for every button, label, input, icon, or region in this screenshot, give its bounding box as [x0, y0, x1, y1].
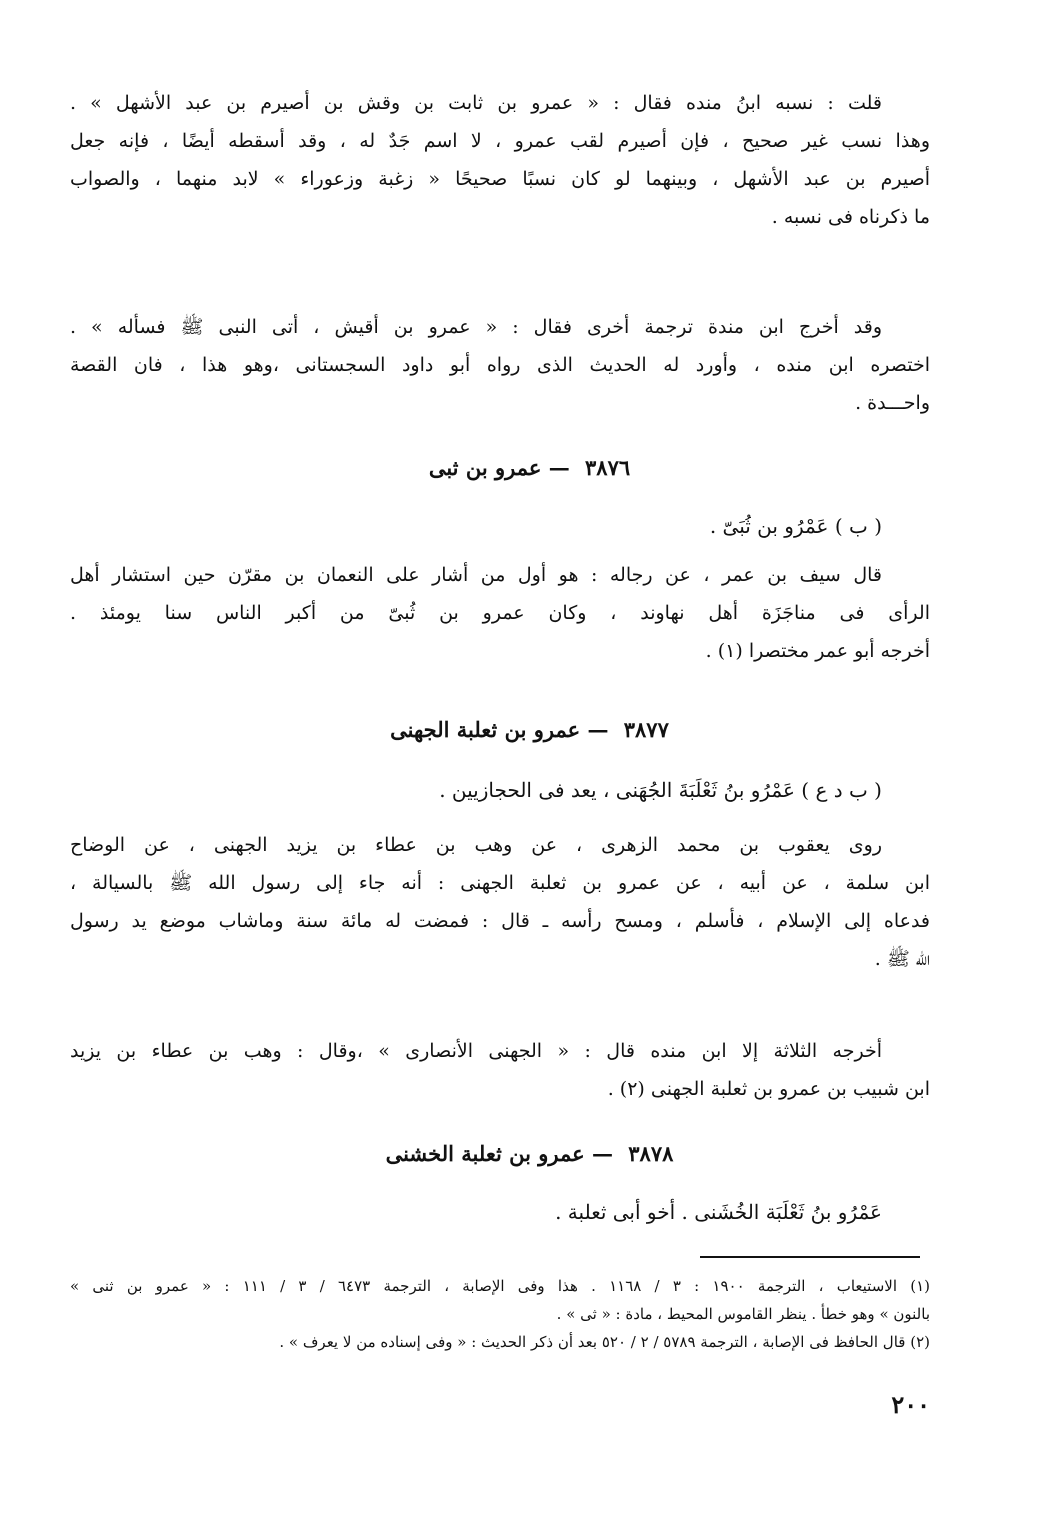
text-line: ابن سلمة ، عن أبيه ، عن عمرو بن ثعلبة الجهنى : أنه جاء إلى رسول الله ﷺ بالسيالة ،: [70, 872, 930, 894]
entry-dash: —: [548, 455, 570, 480]
entry-heading-3878: [0, 1134, 1059, 1174]
entry-body-3877: [70, 770, 930, 810]
entry-sigla: ( ب د ع ) عَمْرُو بنُ ثَعْلَبَةَ الجُهَنى ، يعد فى الحجازيين .: [439, 778, 882, 802]
entry-dash: —: [591, 1141, 613, 1166]
entry-name: عمرو بن ثعلبة الخشنى: [385, 1141, 585, 1166]
entry-heading-3876: [0, 448, 1059, 488]
footnote-line: (١) الاستيعاب ، الترجمة ١٩٠٠ : ٣ / ١١٦٨ . هذا وفى الإصابة ، الترجمة ٦٤٧٣ / ٣ / ١١١ : « عمرو بن ثنى »: [70, 1277, 930, 1295]
text-line: ابن شبيب بن عمرو بن ثعلبة الجهنى (٢) .: [607, 1078, 930, 1100]
footnote-divider: [700, 1256, 920, 1258]
entry-dash: —: [587, 717, 609, 742]
text-line: قال سيف بن عمر ، عن رجاله : هو أول من أشار على النعمان بن مقرّن حين استشار أهل: [70, 564, 882, 586]
text-line: أخرجه الثلاثة إلا ابن منده قال : « الجهنى الأنصارى » ،وقال : وهب بن عطاء بن يزيد: [70, 1040, 882, 1062]
text-line: اختصره ابن منده ، وأورد له الحديث الذى رواه أبو داود السجستانى ،وهو هذا ، فان القصة: [70, 354, 930, 376]
entry-source-3877: [70, 1032, 930, 1108]
text-line: واحـــدة .: [855, 392, 930, 414]
entry-number: ٣٨٧٨: [628, 1141, 674, 1166]
entry-number: ٣٨٧٧: [623, 717, 669, 742]
entry-number: ٣٨٧٦: [585, 455, 631, 480]
paragraph-ibn-mandah: [70, 308, 930, 422]
footnotes: [70, 1272, 930, 1356]
text-line: وقد أخرج ابن مندة ترجمة أخرى فقال : « عمرو بن أقيش ، أتى النبى ﷺ فسأله » .: [70, 316, 882, 338]
entry-source: أخرجه أبو عمر مختصرا (١) .: [705, 640, 930, 662]
paragraph-nasab: [70, 84, 930, 236]
entry-heading-3877: [0, 710, 1059, 750]
entry-name: عمرو بن ثعلبة الجهنى: [390, 717, 581, 742]
page-number: ٢٠٠: [891, 1390, 930, 1419]
entry-body-3876: [70, 506, 930, 546]
entry-body-3878: [70, 1192, 930, 1232]
text-line: روى يعقوب بن محمد الزهرى ، عن وهب بن عطاء بن يزيد الجهنى ، عن الوضاح: [70, 834, 882, 856]
text-line: الرأى فى مناجَزَة أهل نهاوند ، وكان عمرو بن ثُبىّ من أكبر الناس سنا يومئذ .: [70, 602, 930, 624]
text-line: الله ﷺ .: [874, 948, 930, 970]
entry-sigla: ( ب ) عَمْرُو بن ثُبَىّ .: [709, 514, 882, 538]
text-line: قلت : نسبه ابنُ منده فقال : « عمرو بن ثابت بن وقش بن أصيرم بن عبد الأشهل » .: [70, 92, 882, 114]
footnote-line: بالنون » وهو خطأ . ينظر القاموس المحيط ، مادة : « ثى » .: [556, 1305, 930, 1323]
footnote-line: (٢) قال الحافظ فى الإصابة ، الترجمة ٥٧٨٩ / ٢ / ٥٢٠ بعد أن ذكر الحديث : « وفى إسناده من لا يعرف » .: [279, 1333, 930, 1351]
text-line: وهذا نسب غير صحيح ، فإن أصيرم لقب عمرو ، لا اسم جَدٌ له ، وقد أسقطه أيضًا ، فإنه جعل: [70, 130, 930, 152]
entry-sigla: عَمْرُو بنُ ثَعْلَبَة الخُشَنى . أخو أبى ثعلبة .: [555, 1200, 882, 1224]
entry-name: عمرو بن ثبى: [428, 455, 542, 480]
text-line: ما ذكرناه فى نسبه .: [771, 206, 930, 228]
text-line: فدعاه إلى الإسلام ، فأسلم ، ومسح رأسه ـ قال : فمضت له مائة سنة وماشاب موضع يد رسول: [70, 910, 930, 932]
text-line: أصيرم بن عبد الأشهل ، وبينهما لو كان نسبًا صحيحًا « زغبة وزعوراء » لابد منهما ، والصواب: [70, 168, 930, 190]
entry-text-3877: [70, 826, 930, 978]
entry-text-3876: [70, 556, 930, 670]
